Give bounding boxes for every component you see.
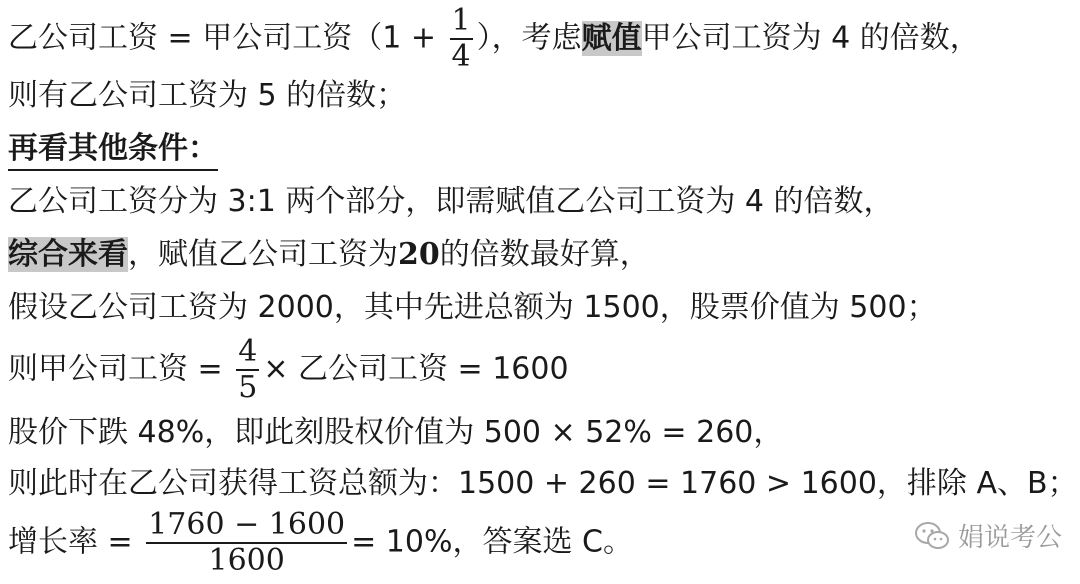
fraction-denominator: 5 [238,370,258,405]
fraction-numerator: 1 [451,3,471,38]
text-segment: × 乙公司工资 = 1600 [263,351,569,387]
text-segment: ，赋值乙公司工资为 [128,237,398,272]
text-segment: 的倍数最好算， [439,237,650,272]
text-segment: 甲公司工资为 4 的倍数， [641,20,980,56]
wechat-icon [914,521,950,551]
fraction-numerator: 1760 − 1600 [148,507,346,542]
bold-number: 20 [398,237,440,272]
fraction-one-quarter [450,4,473,74]
line-7 [8,335,569,405]
line-4: 乙公司工资分为 3:1 两个部分，即需赋值乙公司工资为 4 的倍数， [8,184,894,219]
line-5 [8,235,650,275]
watermark [914,517,1062,554]
section-heading-text: 再看其他条件： [8,131,218,171]
fraction-four-fifths [236,335,259,405]
section-heading [8,129,218,169]
watermark-text: 娟说考公 [957,523,1062,553]
text-segment: ），考虑 [476,20,582,56]
fraction-growth-rate [146,508,347,578]
text-segment: 则甲公司工资 = [8,351,233,387]
line-1 [8,4,980,74]
text-segment: 乙公司工资 = 甲公司工资（1 + [8,20,446,56]
line-8: 股价下跌 48%，即此刻股权价值为 500 × 52% = 260， [8,415,784,450]
line-9: 则此时在乙公司获得工资总额为：1500 + 260 = 1760 > 1600，排除 A、B； [8,466,1078,501]
text-segment: = 10%，答案选 C。 [351,524,633,560]
fraction-denominator: 4 [451,39,471,74]
highlight-keyword: 赋值 [581,20,642,56]
fraction-numerator: 4 [238,334,258,369]
line-10 [8,508,633,578]
line-2: 则有乙公司工资为 5 的倍数； [8,78,407,113]
text-segment: 增长率 = [8,524,143,560]
fraction-denominator: 1600 [208,543,285,578]
line-6: 假设乙公司工资为 2000，其中先进总额为 1500，股票价值为 500； [8,290,937,325]
highlight-keyword: 综合来看 [8,237,128,272]
